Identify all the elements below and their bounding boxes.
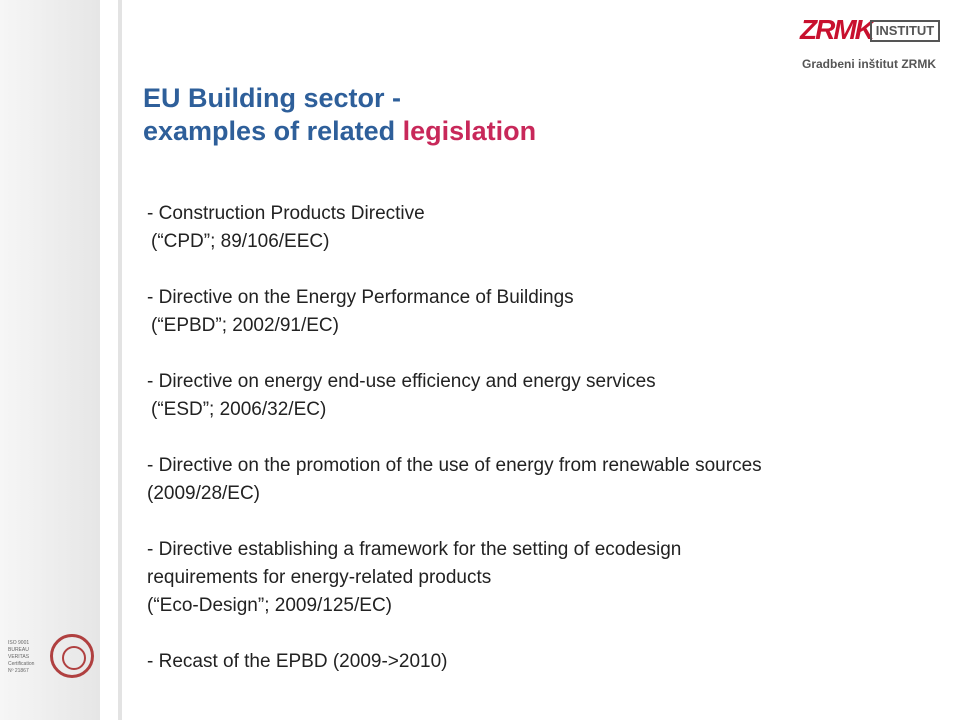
- certification-badge: [8, 630, 108, 690]
- item-line: - Recast of the EPBD (2009->2010): [147, 651, 448, 672]
- item-line: - Directive on the promotion of the use of energy from renewable sources: [147, 455, 762, 476]
- item-line: (“ESD”; 2006/32/EC): [151, 399, 327, 420]
- title-line-1: EU Building sector -: [143, 83, 402, 113]
- item-line: (“Eco-Design”; 2009/125/EC): [147, 595, 392, 616]
- list-item: [147, 648, 937, 676]
- list-item: [147, 200, 937, 256]
- cert-line: Nº 21867: [8, 668, 29, 674]
- sidebar-divider: [118, 0, 122, 720]
- item-line: - Directive on energy end-use efficiency and energy services: [147, 371, 656, 392]
- item-line: (“CPD”; 89/106/EEC): [151, 231, 330, 252]
- list-item: [147, 452, 937, 508]
- legislation-list: [147, 200, 937, 704]
- cert-line: BUREAU VERITAS: [8, 647, 30, 660]
- left-sidebar-band: [0, 0, 100, 720]
- list-item: [147, 536, 937, 620]
- list-item: [147, 284, 937, 340]
- list-item: [147, 368, 937, 424]
- cert-line: Certification: [8, 661, 35, 667]
- certification-seal-icon: [50, 634, 94, 678]
- item-line: (“EPBD”; 2002/91/EC): [151, 315, 339, 336]
- slide-title: [143, 82, 536, 148]
- item-line: - Directive on the Energy Performance of Buildings: [147, 287, 574, 308]
- item-line: - Directive establishing a framework for the setting of ecodesign: [147, 539, 682, 560]
- logo-institut-box: INSTITUT: [870, 20, 940, 42]
- cert-line: ISO 9001: [8, 640, 30, 646]
- item-line: - Construction Products Directive: [147, 203, 425, 224]
- item-line: requirements for energy-related products: [147, 567, 492, 588]
- title-line-2-accent: legislation: [402, 116, 537, 146]
- title-line-2-main: examples of related: [143, 116, 396, 146]
- zrmk-logo: [800, 14, 950, 74]
- item-line: (2009/28/EC): [147, 483, 261, 504]
- logo-subtitle: Gradbeni inštitut ZRMK: [802, 57, 936, 71]
- logo-mark: ZRMK: [800, 14, 873, 45]
- certification-text: [8, 640, 42, 675]
